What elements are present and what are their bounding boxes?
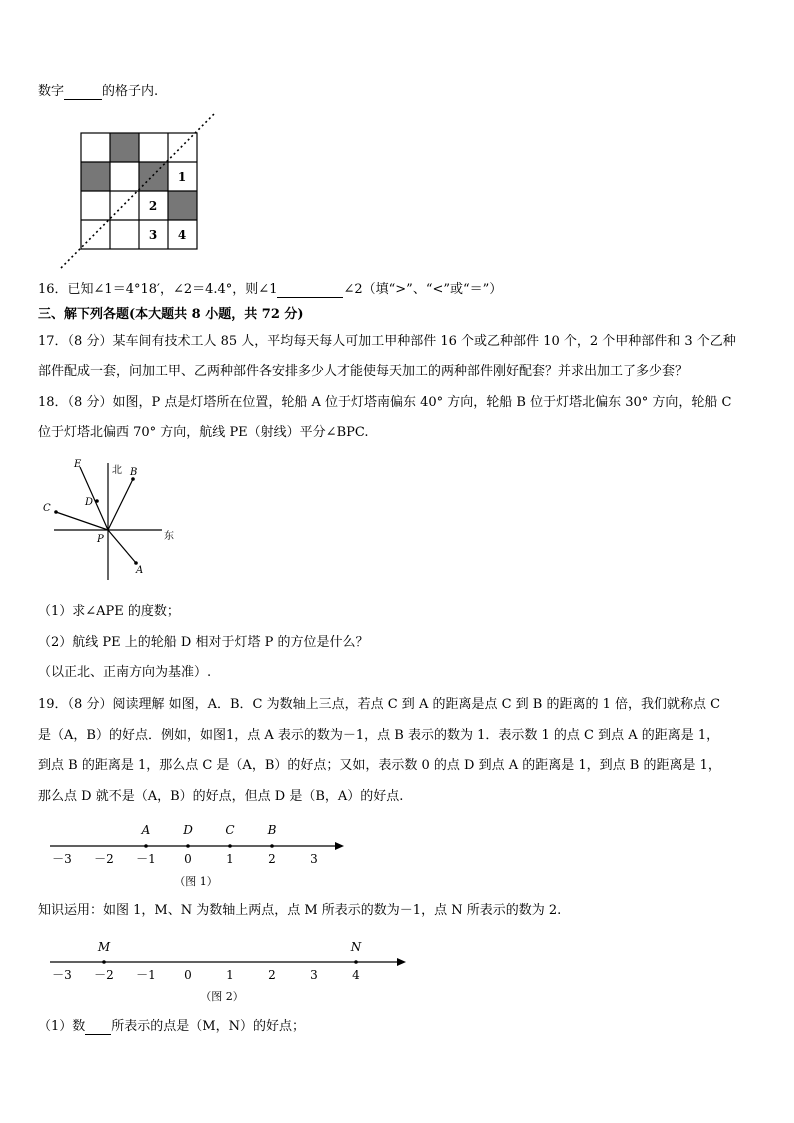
point-A-label: A [141,823,151,837]
q19-line2: 是（A，B）的好点．例如，如图1，点 A 表示的数为－1，点 B 表示的数为 1．表示数 1 的点 C 到点 A 的距离是 1， [38,728,720,743]
ray-PA [108,530,136,563]
fig1-caption: （图 1） [174,875,218,888]
tick-label: 0 [184,852,192,866]
shaded-cell [139,162,168,191]
q15-text-after: 的格子内. [102,84,159,99]
axis-arrow [397,958,406,966]
label-P: P [97,534,104,545]
point-N-label: N [350,940,362,954]
q19-line4: 那么点 D 就不是（A，B）的好点，但点 D 是（B，A）的好点. [38,789,404,804]
q15-text-before: 数字 [38,84,65,99]
point-N-dot [354,960,358,964]
shaded-cell [168,191,197,220]
q19-sub1-answer-blank[interactable] [85,1034,111,1035]
q15-tail [38,84,158,100]
shaded-cell [81,162,110,191]
point-B-dot [270,844,274,848]
label-B: B [130,467,138,478]
q16-text-pre: 16．已知∠1＝4°18′，∠2＝4.4°，则∠1 [38,282,278,297]
ray-PB [108,479,133,530]
section3-heading: 三、解下列各题(本大题共 8 小题，共 72 分) [38,307,304,322]
q18-note: （以正北、正南方向为基准）. [38,665,212,680]
tick-label: －2 [94,852,114,866]
q17-line2: 部件配成一套，问加工甲、乙两种部件各安排多少人才能使每天加工的两种部件刚好配套？并求出加工了多少套？ [38,364,689,379]
q19-sub1-pre: （1）数 [38,1019,86,1034]
point-M-dot [102,960,106,964]
label-north: 北 [112,465,122,476]
grid-number-3: 3 [148,228,158,242]
tick-label: 3 [310,852,318,866]
tick-label: 2 [268,968,276,982]
q19-sub1 [38,1019,305,1035]
q16-answer-blank[interactable] [277,297,343,298]
tick-label: －1 [136,968,156,982]
point-C-dot [228,844,232,848]
grid-number-1: 1 [177,170,187,184]
label-A: A [136,565,144,576]
tick-label: －3 [52,852,72,866]
point-A-dot [144,844,148,848]
q19-knowledge: 知识运用：如图 1，M、N 为数轴上两点，点 M 所表示的数为－1，点 N 所表示的数为 2. [38,903,562,918]
q19-line3: 到点 B 的距离是 1，那么点 C 是（A，B）的好点；又如，表示数 0 的点 D 到点 A 的距离是 1，到点 B 的距离是 1， [38,758,721,773]
q15-answer-blank[interactable] [64,99,102,100]
shaded-cell [110,133,139,162]
point-D-label: D [183,823,193,837]
tick-label: 2 [268,852,276,866]
grid-number-4: 4 [177,228,187,242]
tick-label: 1 [226,852,234,866]
point-C-label: C [225,823,235,837]
q19-sub1-post: 所表示的点是（M，N）的好点； [111,1019,305,1034]
grid-figure [55,108,225,273]
number-line-figure-1 [44,818,354,893]
tick-label: 4 [352,968,360,982]
point-D-dot [95,499,99,503]
label-E: E [74,459,82,470]
fig2-caption: （图 2） [200,990,244,1003]
q16-text-post: ∠2（填“>”、“<”或“＝”） [343,282,503,297]
q18-line1: 18．（8 分）如图，P 点是灯塔所在位置，轮船 A 位于灯塔南偏东 40° 方向，轮船 B 位于灯塔北偏东 30° 方向，轮船 C [38,395,732,410]
tick-label: 1 [226,968,234,982]
grid-number-2: 2 [148,199,158,213]
point-B-label: B [267,823,277,837]
tick-label: 0 [184,968,192,982]
q18-sub2: （2）航线 PE 上的轮船 D 相对于灯塔 P 的方位是什么？ [38,635,369,650]
tick-label: －2 [94,968,114,982]
q18-sub1: （1）求∠APE 的度数； [38,604,180,619]
point-C-dot [54,510,58,514]
label-D: D [85,497,94,508]
tick-label: －1 [136,852,156,866]
number-line-figure-2 [44,936,414,1008]
label-C: C [43,503,51,514]
q17-line1: 17．（8 分）某车间有技术工人 85 人，平均每天每人可加工甲种部件 16 个或乙种部件 10 个，2 个甲种部件和 3 个乙种 [38,334,736,349]
point-D-dot [186,844,190,848]
q18-line2: 位于灯塔北偏西 70° 方向，航线 PE（射线）平分∠BPC. [38,425,369,440]
axis-arrow [335,842,344,850]
ray-PC [56,512,108,530]
tick-label: 3 [310,968,318,982]
tick-label: －3 [52,968,72,982]
q16 [38,282,502,298]
q19-line1: 19．（8 分）阅读理解 如图，A．B．C 为数轴上三点，若点 C 到 A 的距离是点 C 到 B 的距离的 1 倍，我们就称点 C [38,697,721,712]
point-M-label: M [97,940,111,954]
compass-figure [40,455,190,585]
label-east: 东 [164,531,174,542]
